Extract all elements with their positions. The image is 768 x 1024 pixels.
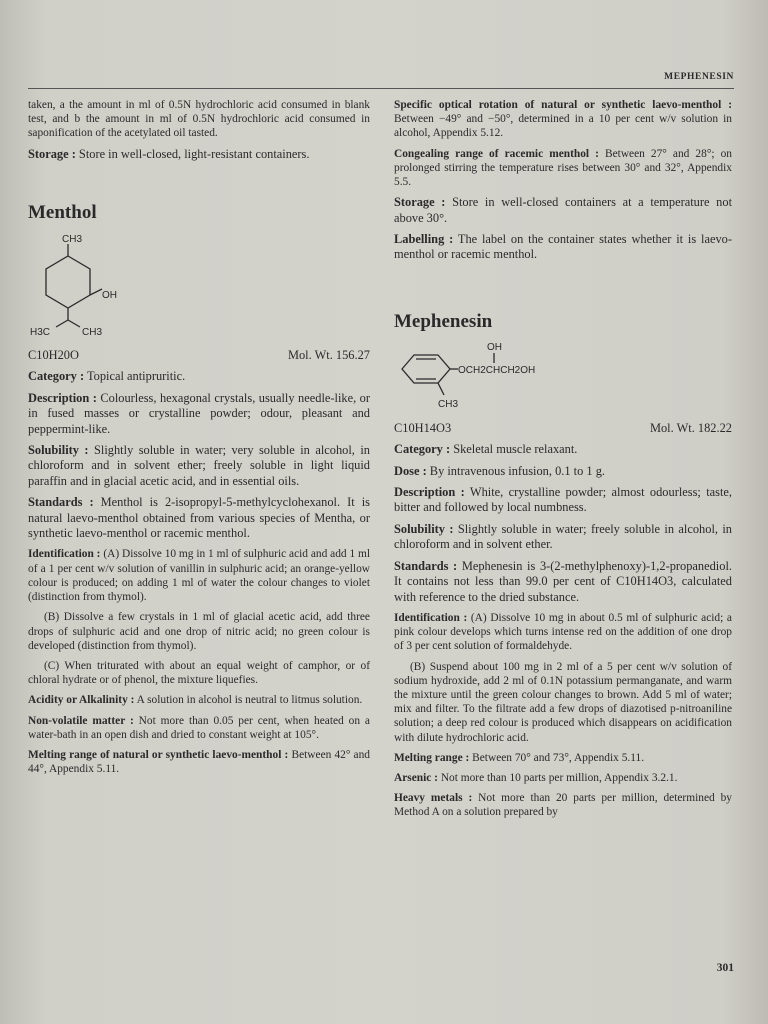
label-ch3-top: CH3 [62,234,83,246]
solubility-paragraph: Solubility : Slightly soluble in water; very soluble in alcohol, in chloroform and in solvent ether; freely soluble in light liquid paraffin and in glacial acetic acid, and in essential oils. [28,443,370,488]
arsenic-paragraph: Arsenic : Not more than 10 parts per million, Appendix 3.2.1. [394,771,678,784]
dose-paragraph: Dose : By intravenous infusion, 0.1 to 1 g. [394,463,605,478]
label-h3c: H3C [30,327,51,339]
bond-oh [90,289,102,295]
identification-b-right: (B) Suspend about 100 mg in 2 ml of a 5 per cent w/v solution of sodium hydroxide, add 2 ml of 0.1N potassium permanganate, and warm the mixture until the green colour changes to brown. Add 5 ml of water; mix and filter. To the filtrate add a few drops of diazotised p-nitroaniline solution; a deep red colour is produced which disappears on acidification with dilute hydrochloric acid. [394,660,732,744]
bond-isopropyl-right [68,320,80,327]
description-paragraph-right: Description : White, crystalline powder; almost odourless; taste, bitter and followed by local numbness. [394,485,733,515]
category-paragraph-right: Category : Skeletal muscle relaxant. [394,442,578,457]
storage-label: Storage : [28,146,76,161]
label-ch3-bottom: CH3 [82,327,103,339]
congealing-paragraph: Congealing range of racemic menthol : Between 27° and 28°; on prolonged stirring the temperature rises between 30° and 32°, Appendix 5.5. [394,147,732,189]
monograph-title-menthol: Menthol [28,202,97,224]
label-oh: OH [102,290,117,302]
storage-paragraph [28,147,370,162]
header-rule [28,88,734,89]
solubility-paragraph-right: Solubility : Slightly soluble in water; freely soluble in alcohol, in chloroform and in solvent ether. [394,521,732,552]
menthol-formula-row [28,348,370,363]
mephenesin-mol-wt: Mol. Wt. 182.22 [649,420,732,435]
storage-paragraph-right: Storage : Store in well-closed containers at a temperature not above 30°. [394,195,733,225]
menthol-structure [28,232,188,344]
mephenesin-formula: C10H14O3 [394,420,452,435]
identification-a: Identification : (A) Dissolve 10 mg in 1 ml of sulphuric acid and add 1 ml of a 1 per cent w/v solution of vanillin in sulphuric acid; an orange-yellow colour is produced; on adding 1 ml of water the colour changes to violet (distinction from thymol). [28,548,371,604]
right-column [394,98,732,826]
standards-paragraph-right: Standards : Mephenesin is 3-(2-methylphenoxy)-1,2-propanediol. It contains not less than 99.0 per cent of C10H14O3, calculated with reference to the dried substance. [394,558,732,604]
left-column [28,98,370,782]
label-side-chain: OCH2CHCH2OH [458,364,536,376]
melting-paragraph: Melting range of natural or synthetic laevo-menthol : Between 42° and 44°, Appendix 5.11. [28,748,370,776]
nonvolatile-paragraph: Non-volatile matter : Not more than 0.05 per cent, when heated on a water-bath in an open dish and dried to constant weight at 105°. [28,714,370,741]
standards-paragraph: Standards : Menthol is 2-isopropyl-5-methylcyclohexanol. It is natural laevo-menthol obtained from various species of Mentha, or synthetic laevo-menthol or racemic menthol. [28,495,370,541]
monograph-title-mephenesin: Mephenesin [394,310,493,332]
optical-rotation-paragraph: Specific optical rotation of natural or synthetic laevo-menthol : Between −49° and −50°, determined in a 10 per cent w/v solution in alcohol, Appendix 5.12. [394,99,732,140]
label-oh: OH [487,341,502,353]
labelling-paragraph: Labelling : The label on the container states whether it is laevo-menthol or racemic menthol. [394,232,732,262]
identification-c: (C) When triturated with about an equal weight of camphor, or of chloral hydrate or of phenol, the mixture liquefies. [28,659,370,687]
mephenesin-formula-row [394,421,732,436]
storage-text: Store in well-closed, light-resistant containers. [75,146,310,161]
identification-a-right: Identification : (A) Dissolve 10 mg in about 0.5 ml of sulphuric acid; a pink colour develops which turns intense red on the addition of one drop of 3 per cent solution of formaldehyde. [394,611,732,653]
menthol-mol-wt: Mol. Wt. 156.27 [287,348,370,363]
heavy-metals-paragraph: Heavy metals : Not more than 20 parts per million, determined by Method A on a solution prepared by [394,792,732,819]
continued-paragraph: taken, a the amount in ml of 0.5N hydrochloric acid consumed in blank test, and b the amount in ml of 0.5N hydrochloric acid consumed in saponification of the acetylated oil tasted. [28,99,370,140]
mephenesin-structure [394,339,594,417]
running-head: MEPHENESIN [664,72,734,82]
bond-isopropyl-left [56,320,68,327]
menthol-formula: C10H20O [28,348,79,363]
page-number: 301 [716,962,734,974]
melting-paragraph-right: Melting range : Between 70° and 73°, Appendix 5.11. [394,751,645,764]
cyclohexane-ring [46,256,90,308]
description-paragraph: Description : Colourless, hexagonal crystals, usually needle-like, or in fused masses or crystalline powder; odour, pleasant and peppermint-like. [28,390,370,436]
label-ch3: CH3 [438,398,459,410]
bond-methyl [438,383,444,395]
category-paragraph: Category : Topical antipruritic. [28,369,186,384]
acidity-paragraph: Acidity or Alkalinity : A solution in alcohol is neutral to litmus solution. [28,694,363,707]
identification-b: (B) Dissolve a few crystals in 1 ml of glacial acetic acid, add three drops of sulphuric acid and one drop of nitric acid; no green colour is developed (distinction from thymol). [28,611,370,652]
